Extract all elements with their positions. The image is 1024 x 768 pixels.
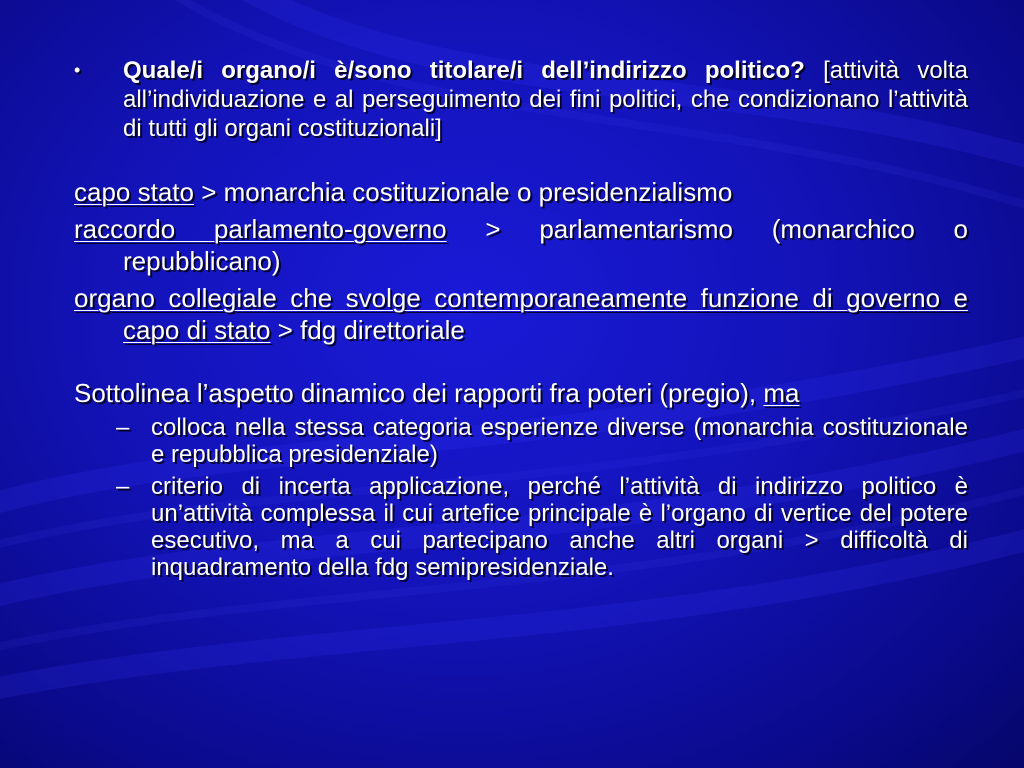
line-organo-collegiale-rest: > fdg direttoriale (270, 315, 465, 345)
line-capo-stato (74, 176, 968, 208)
main-bullet (74, 56, 968, 143)
summary-line (74, 377, 968, 409)
line-raccordo (74, 213, 968, 277)
slide-content (74, 56, 968, 581)
line-capo-stato-rest: > monarchia costituzionale o presidenzialismo (193, 177, 733, 207)
line-raccordo-rest: > parlamentarismo (monarchico o repubblicano) (123, 214, 969, 276)
bullet-heading: Quale/i organo/i è/sono titolare/i dell’indirizzo politico? (123, 57, 805, 84)
dash-icon: – (116, 414, 130, 441)
bullet-description: [attività volta all’individuazione e al perseguimento dei fini politici, che condizionano l’attività di tutti gli organi costituzionali] (123, 57, 969, 142)
sub-item-text: criterio di incerta applicazione, perché l’attività di indirizzo politico è un’attività complessa il cui artefice principale è l’organo di vertice del potere esecutivo, ma a cui partecipano anche altri organi > difficoltà di inquadramento della fdg semipresidenziale. (151, 473, 968, 581)
term-capo-stato: capo stato (74, 177, 194, 207)
summary-underlined: ma (763, 378, 800, 408)
term-organo-collegiale: organo collegiale che svolge contemporaneamente funzione di governo e capo di stato (74, 283, 968, 345)
sub-item (116, 473, 968, 581)
sub-item (116, 414, 968, 468)
term-raccordo: raccordo parlamento-governo (74, 214, 447, 244)
summary-text: Sottolinea l’aspetto dinamico dei rapporti fra poteri (pregio), (74, 378, 764, 408)
line-organo-collegiale (74, 282, 968, 346)
sub-item-text: colloca nella stessa categoria esperienze diverse (monarchia costituzionale e repubblica presidenziale) (151, 414, 968, 468)
bullet-dot-icon: • (74, 60, 81, 80)
dash-icon: – (116, 473, 130, 500)
